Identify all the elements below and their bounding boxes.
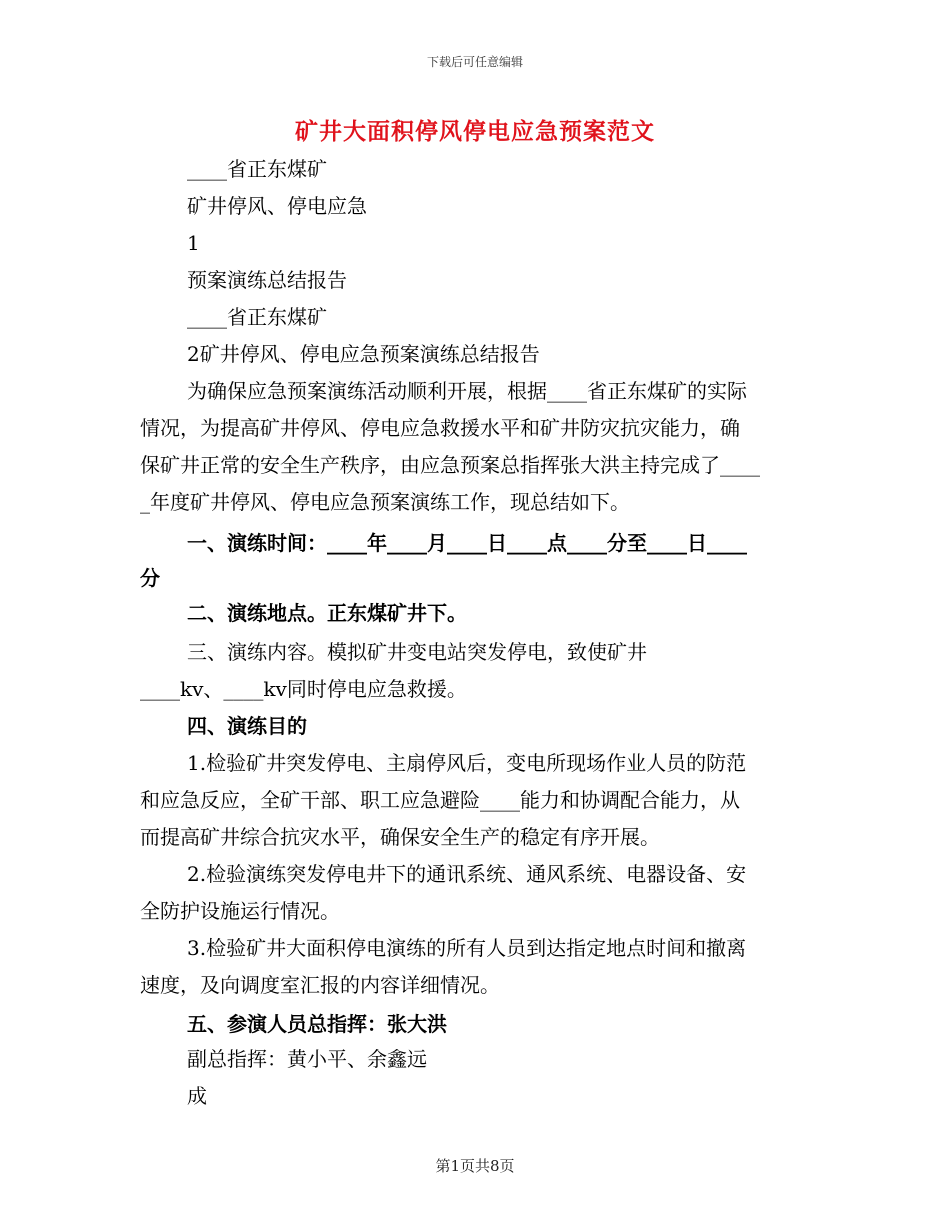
section-heading-time-cont: 分	[140, 566, 160, 590]
section-heading-time: 一、演练时间：____年____月____日____点____分至____日____	[187, 531, 747, 555]
list-item-cont: 速度，及向调度室汇报的内容详细情况。	[140, 973, 500, 997]
list-item-cont: 全防护设施运行情况。	[140, 899, 340, 923]
list-item-cont: 而提高矿井综合抗灾水平，确保安全生产的稳定有序开展。	[140, 825, 660, 849]
text-line: 副总指挥：黄小平、余鑫远	[187, 1047, 427, 1071]
text-line: 1	[187, 231, 200, 255]
section-heading-purpose: 四、演练目的	[187, 714, 307, 738]
text-line: ____省正东煤矿	[187, 305, 327, 329]
section-content: 三、演练内容。模拟矿井变电站突发停电，致使矿井	[187, 640, 647, 664]
document-title: 矿井大面积停风停电应急预案范文	[295, 118, 655, 145]
paragraph-line: 情况，为提高矿井停风、停电应急救援水平和矿井防灾抗灾能力，确	[140, 416, 740, 440]
section-heading-location: 二、演练地点。正东煤矿井下。	[187, 601, 467, 625]
paragraph-line: 保矿井正常的安全生产秩序，由应急预案总指挥张大洪主持完成了____	[140, 453, 760, 477]
text-line: 成	[187, 1084, 207, 1108]
text-line: 矿井停风、停电应急	[187, 194, 367, 218]
list-item: 1.检验矿井突发停电、主扇停风后，变电所现场作业人员的防范	[187, 751, 747, 775]
list-item: 2.检验演练突发停电井下的通讯系统、通风系统、电器设备、安	[187, 862, 747, 886]
text-line: 2矿井停风、停电应急预案演练总结报告	[187, 342, 540, 366]
list-item-cont: 和应急反应，全矿干部、职工应急避险____能力和协调配合能力，从	[140, 788, 740, 812]
list-item: 3.检验矿井大面积停电演练的所有人员到达指定地点时间和撤离	[187, 936, 747, 960]
header-note: 下载后可任意编辑	[426, 55, 523, 69]
section-heading-participants: 五、参演人员总指挥：张大洪	[187, 1012, 447, 1036]
paragraph-line: _年度矿井停风、停电应急预案演练工作，现总结如下。	[140, 490, 630, 514]
paragraph-line: 为确保应急预案演练活动顺利开展，根据____省正东煤矿的实际	[187, 379, 747, 403]
text-line: ____省正东煤矿	[187, 157, 327, 181]
section-content: ____kv、____kv同时停电应急救援。	[140, 677, 467, 701]
text-line: 预案演练总结报告	[187, 268, 347, 292]
page-footer: 第1页共8页	[435, 1157, 515, 1175]
